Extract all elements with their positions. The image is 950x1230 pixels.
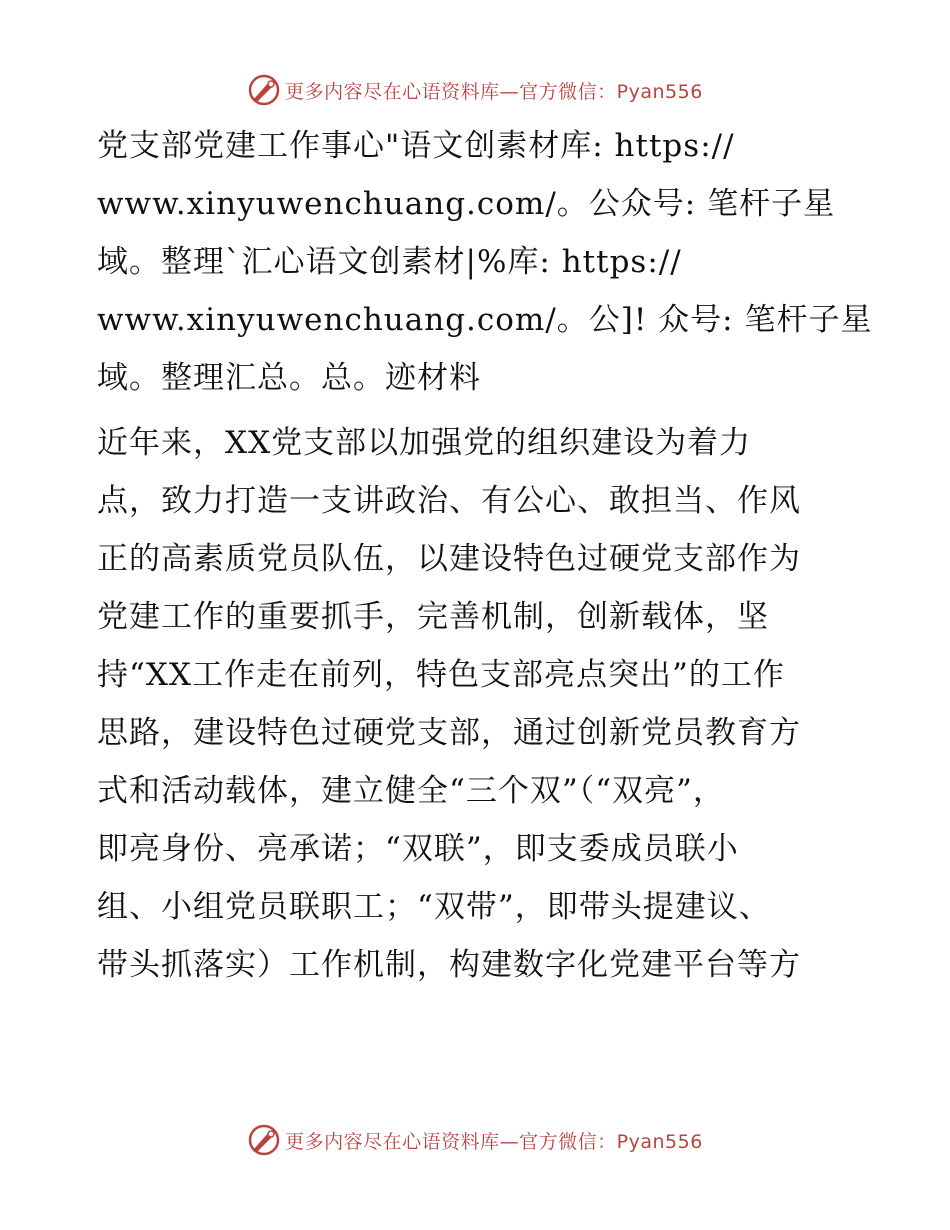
footer-banner <box>0 1120 950 1160</box>
text-line: 党建工作的重要抓手，完善机制，创新载体，坚 <box>97 599 769 635</box>
text-line: 思路，建设特色过硬党支部，通过创新党员教育方 <box>97 715 801 751</box>
pen-logo-icon <box>247 1123 281 1157</box>
header-banner <box>0 70 950 110</box>
text-line: www.xinyuwenchuang.com/。公众号: 笔杆子星 <box>97 186 836 222</box>
pen-logo-icon <box>247 73 281 107</box>
text-line: 式和活动载体，建立健全“三个双”（“双亮”， <box>97 773 725 809</box>
text-line: 党支部党建工作事心"语文创素材库: https:// <box>97 128 735 164</box>
footer-banner-text: 更多内容尽在心语资料库—官方微信：Pyan556 <box>285 1130 703 1153</box>
text-line: 域。整理`汇心语文创素材|%库: https:// <box>97 244 682 280</box>
text-line: 组、小组党员联职工；“双带”，即带头提建议、 <box>97 889 771 925</box>
paragraph-1 <box>97 117 873 407</box>
document-body <box>97 117 873 994</box>
paragraph-2 <box>97 414 857 994</box>
text-line: 近年来，XX党支部以加强党的组织建设为着力 <box>97 425 752 461</box>
text-line: 持“XX工作走在前列，特色支部亮点突出”的工作 <box>97 657 785 693</box>
text-line: 即亮身份、亮承诺；“双联”，即支委成员联小 <box>97 831 739 867</box>
text-line: 正的高素质党员队伍，以建设特色过硬党支部作为 <box>97 541 801 577</box>
text-line: 点，致力打造一支讲政治、有公心、敢担当、作风 <box>97 483 801 519</box>
text-line: 带头抓落实）工作机制，构建数字化党建平台等方 <box>97 947 801 983</box>
text-line: www.xinyuwenchuang.com/。公]! 众号: 笔杆子星 <box>97 302 873 338</box>
text-line: 域。整理汇总。总。迹材料 <box>97 360 481 396</box>
header-banner-text: 更多内容尽在心语资料库—官方微信：Pyan556 <box>285 80 703 103</box>
